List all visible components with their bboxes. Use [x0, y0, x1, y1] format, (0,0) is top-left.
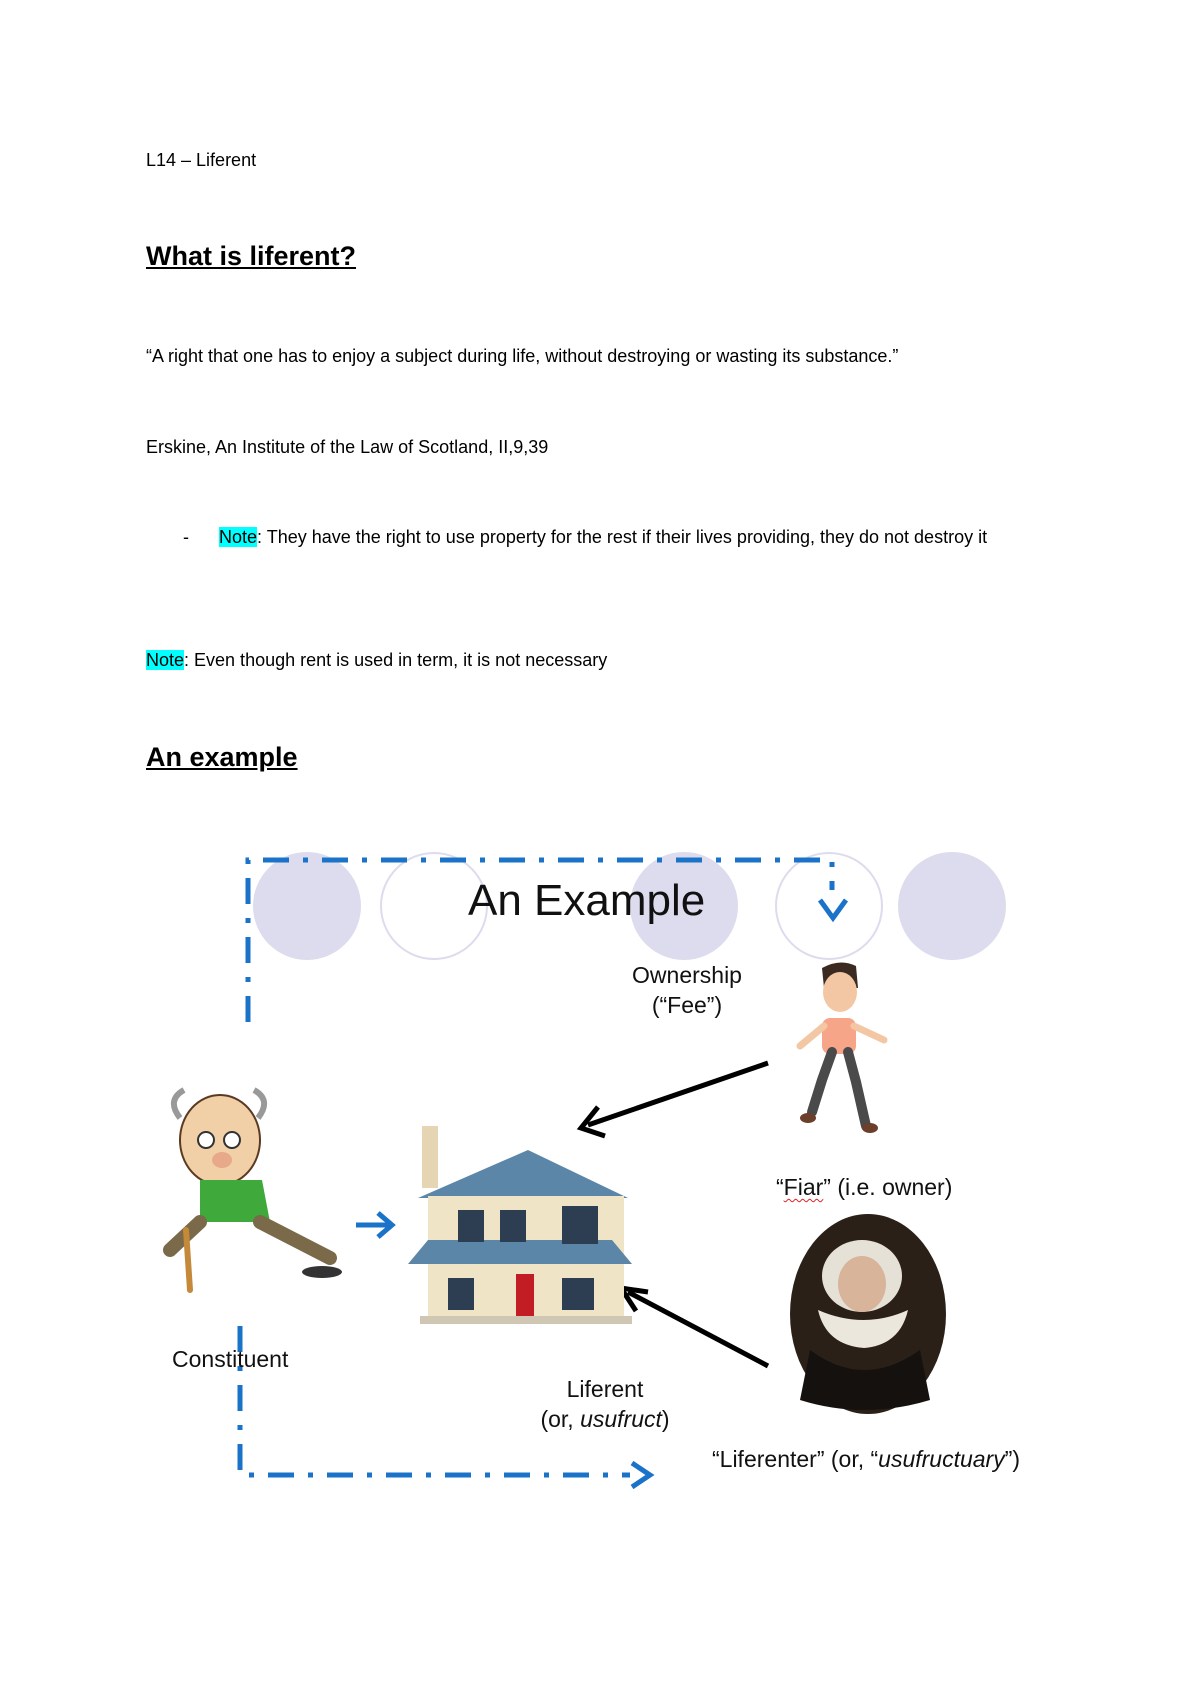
quote-text: “A right that one has to enjoy a subject during life, without destroying or wasting its substance.” [146, 346, 899, 366]
note-highlight-2: Note [146, 650, 185, 670]
liferenter-close: ”) [1004, 1446, 1021, 1472]
down-chevron-icon [820, 900, 846, 918]
house-icon [408, 1126, 632, 1324]
fiar-person-icon [800, 962, 884, 1133]
liferenter-portrait-icon [790, 1214, 946, 1414]
liferent-line2-italic: usufruct [580, 1406, 662, 1432]
note-line-text: : Even though rent is used in term, it is not necessary [184, 650, 608, 670]
liferenter-label [712, 1444, 1020, 1474]
doc-header: L14 – Liferent [146, 150, 257, 170]
ownership-arrow-icon [581, 1063, 768, 1136]
ownership-label [612, 960, 762, 1020]
ownership-line2: (“Fee”) [651, 992, 723, 1018]
right-chevron-icon [632, 1463, 650, 1487]
liferent-line2 [520, 1404, 690, 1434]
citation-text: Erskine, An Institute of the Law of Scotland, II,9,39 [146, 437, 549, 457]
constituent-old-man-icon [170, 1090, 342, 1290]
fiar-rest: ” (i.e. owner) [823, 1174, 953, 1200]
constituent-label: Constituent [172, 1346, 289, 1372]
liferent-line2-open: (or, [540, 1406, 581, 1432]
liferent-line1: Liferent [566, 1376, 644, 1402]
liferenter-open: “Liferenter” (or, “ [712, 1446, 879, 1472]
liferent-arrow-icon [621, 1288, 768, 1366]
fiar-open: “ [776, 1174, 784, 1200]
bullet-dash: - [183, 527, 189, 547]
liferenter-italic: usufructuary [878, 1446, 1005, 1472]
note-highlight: Note [219, 527, 258, 547]
heading-an-example: An example [146, 742, 298, 772]
fiar-word: Fiar [783, 1174, 824, 1200]
blue-arrow-icon [356, 1213, 392, 1237]
liferent-line2-close: ) [661, 1406, 670, 1432]
bullet-note-text: : They have the right to use property for the rest if their lives providing, they do not destroy it [257, 527, 988, 547]
liferent-label [520, 1374, 690, 1434]
fiar-label [776, 1172, 952, 1202]
heading-what-is-liferent: What is liferent? [146, 241, 357, 271]
example-title: An Example [468, 876, 706, 925]
ownership-line1: Ownership [632, 962, 742, 988]
